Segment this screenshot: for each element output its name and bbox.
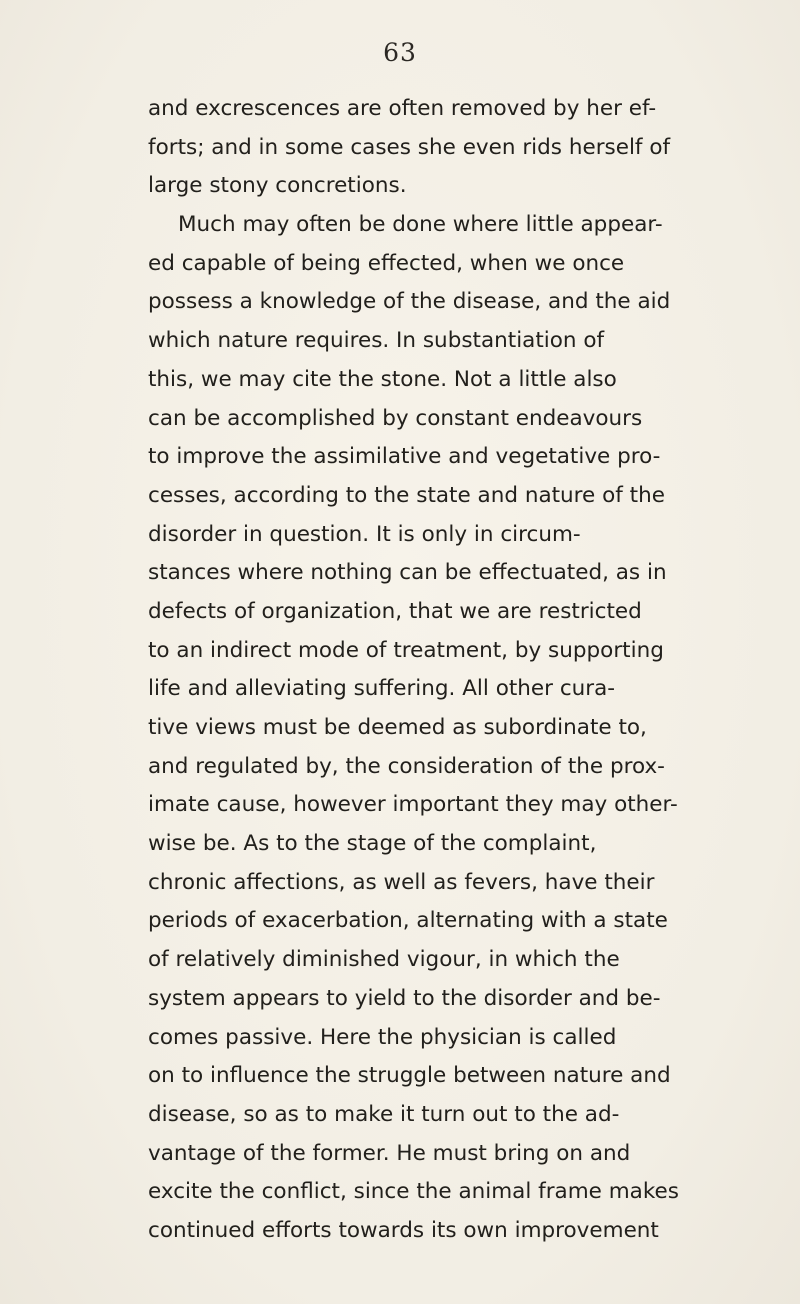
text-line: vantage of the former. He must bring on and	[148, 1140, 631, 1166]
text-line: wise be. As to the stage of the complaint,	[148, 831, 597, 857]
text-line: stances where nothing can be effectuated, as in	[148, 560, 667, 586]
text-line: on to influence the struggle between nature and	[148, 1063, 671, 1089]
text-line: forts; and in some cases she even rids herself of	[148, 134, 671, 160]
text-line: of relatively diminished vigour, in which the	[148, 947, 620, 973]
text-line: comes passive. Here the physician is called	[148, 1024, 617, 1050]
body-text	[148, 90, 679, 1251]
text-line: system appears to yield to the disorder and be-	[148, 985, 661, 1011]
text-line: defects of organization, that we are restricted	[148, 598, 642, 624]
text-line: ed capable of being effected, when we once	[148, 250, 625, 276]
text-line: this, we may cite the stone. Not a little also	[148, 366, 617, 392]
text-line: periods of exacerbation, alternating with a state	[148, 908, 668, 934]
text-line: cesses, according to the state and nature of the	[148, 482, 665, 508]
text-line: to improve the assimilative and vegetative pro-	[148, 444, 661, 470]
text-line: to an indirect mode of treatment, by supporting	[148, 637, 664, 663]
text-line: possess a knowledge of the disease, and the aid	[148, 289, 671, 315]
text-line: continued efforts towards its own improvement	[148, 1217, 659, 1243]
text-line: and regulated by, the consideration of the prox-	[148, 753, 665, 779]
paragraph-start-line: Much may often be done where little appear-	[178, 212, 663, 238]
text-line: tive views must be deemed as subordinate to,	[148, 715, 647, 740]
text-line: excite the conflict, since the animal frame makes	[148, 1179, 679, 1205]
text-line: and excrescences are often removed by her ef-	[148, 96, 657, 121]
text-line: imate cause, however important they may other-	[148, 792, 678, 818]
page-number: 63	[383, 38, 417, 67]
text-line: life and alleviating suffering. All other cura-	[148, 676, 616, 702]
text-line: which nature requires. In substantiation of	[148, 328, 605, 354]
text-line: can be accomplished by constant endeavours	[148, 405, 643, 431]
text-line: disease, so as to make it turn out to the ad-	[148, 1101, 620, 1127]
text-line: disorder in question. It is only in circum-	[148, 521, 581, 547]
text-line: large stony concretions.	[148, 173, 407, 199]
text-line: chronic affections, as well as fevers, have their	[148, 869, 655, 895]
